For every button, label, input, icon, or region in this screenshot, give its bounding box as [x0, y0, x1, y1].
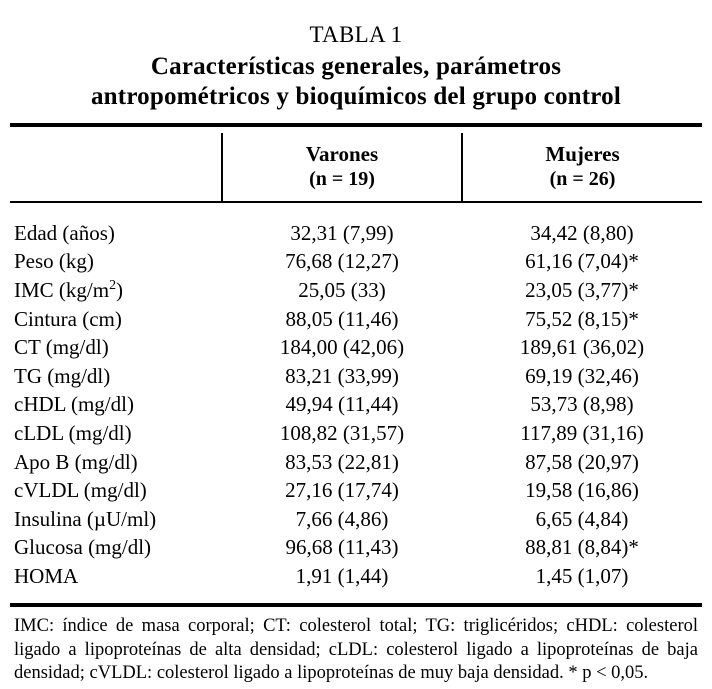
row-value-men: 32,31 (7,99): [290, 220, 394, 245]
row-label: Insulina (µU/ml): [14, 506, 157, 531]
row-value-men: 184,00 (42,06): [279, 335, 405, 360]
table-row: [10, 505, 702, 534]
table-row: [10, 276, 702, 305]
row-value-men: 76,68 (12,27): [285, 249, 399, 274]
row-value-women: 75,52 (8,15)*: [525, 306, 639, 331]
table-row: [10, 391, 702, 420]
row-value-men: 108,82 (31,57): [279, 420, 405, 445]
table-row: [10, 563, 702, 592]
table-row: [10, 477, 702, 506]
row-label: cVLDL (mg/dl): [14, 478, 147, 503]
row-label: Edad (años): [14, 220, 115, 245]
header-men-label: Varones: [305, 142, 379, 166]
header-women-sub: (n = 26): [549, 168, 616, 191]
row-label: Glucosa (mg/dl): [14, 535, 152, 560]
row-value-men: 83,53 (22,81): [285, 449, 399, 474]
header-women-label: Mujeres: [545, 142, 620, 166]
row-label: Cintura (cm): [14, 306, 122, 331]
row-value-women: 88,81 (8,84)*: [525, 535, 639, 560]
table-title-line-1: Características generales, parámetros: [150, 53, 562, 80]
header-men-sub: (n = 19): [309, 168, 375, 191]
table-body: [10, 219, 702, 591]
row-value-men: 49,94 (11,44): [285, 392, 399, 417]
header-cell-men: [222, 133, 462, 201]
row-value-women: 189,61 (36,02): [519, 335, 645, 360]
header-cell-women: [462, 133, 702, 201]
row-value-women: 23,05 (3,77)*: [525, 277, 639, 302]
row-value-women: 6,65 (4,84): [535, 506, 629, 531]
row-label: CT (mg/dl): [14, 335, 109, 360]
table-row: [10, 534, 702, 563]
row-value-men: 83,21 (33,99): [285, 363, 399, 388]
characteristics-table: [10, 133, 702, 201]
table-row: [10, 219, 702, 248]
row-value-women: 61,16 (7,04)*: [525, 249, 639, 274]
footnote-abbreviations: IMC: índice de masa corporal; CT: colesterol total; TG: triglicéridos; cHDL: colesterol ligado a lipoproteínas de alta densidad; cLDL: colesterol ligado a lipoproteínas de baja densidad; cVLDL: colesterol ligado a lipoproteínas de muy baja densidad.: [14, 616, 698, 684]
table-row: [10, 305, 702, 334]
row-label: HOMA: [14, 564, 79, 588]
table-row: [10, 448, 702, 477]
row-value-men: 1,91 (1,44): [295, 564, 389, 588]
table-title-line-2: antropométricos y bioquímicos del grupo control: [90, 82, 621, 110]
row-value-men: 7,66 (4,86): [295, 506, 389, 531]
row-value-women: 69,19 (32,46): [525, 363, 639, 388]
row-value-men: 96,68 (11,43): [285, 535, 399, 560]
table-row: [10, 362, 702, 391]
row-value-women: 1,45 (1,07): [535, 564, 629, 588]
header-rule: [10, 201, 702, 203]
row-value-women: 53,73 (8,98): [530, 392, 634, 417]
row-value-women: 87,58 (20,97): [525, 449, 639, 474]
table-row: [10, 248, 702, 277]
row-value-men: 27,16 (17,74): [285, 478, 399, 503]
row-value-men: 88,05 (11,46): [285, 306, 399, 331]
row-value-men: 25,05 (33): [298, 277, 386, 302]
table-header: [10, 133, 702, 201]
row-label: IMC $(kg/m^2)$: [14, 276, 124, 302]
table-footnote: [10, 607, 702, 686]
table-row: [10, 419, 702, 448]
row-value-women: 117,89 (31,16): [520, 420, 644, 445]
table-row: [10, 334, 702, 363]
row-label: Apo B (mg/dl): [14, 449, 138, 474]
row-label: Peso (kg): [14, 249, 94, 274]
header-cell-blank: [10, 133, 222, 201]
footnote-significance: * p < 0,05.: [568, 663, 649, 684]
row-value-women: 19,58 (16,86): [525, 478, 639, 503]
row-label: cLDL (mg/dl): [14, 420, 132, 445]
header-row: [10, 133, 702, 201]
table-title: [10, 52, 702, 111]
row-value-women: 34,42 (8,80): [530, 220, 634, 245]
characteristics-table-body: [10, 219, 702, 591]
table-label: TABLA 1: [309, 22, 403, 47]
row-label: TG (mg/dl): [14, 363, 111, 388]
row-label: cHDL (mg/dl): [14, 392, 134, 417]
